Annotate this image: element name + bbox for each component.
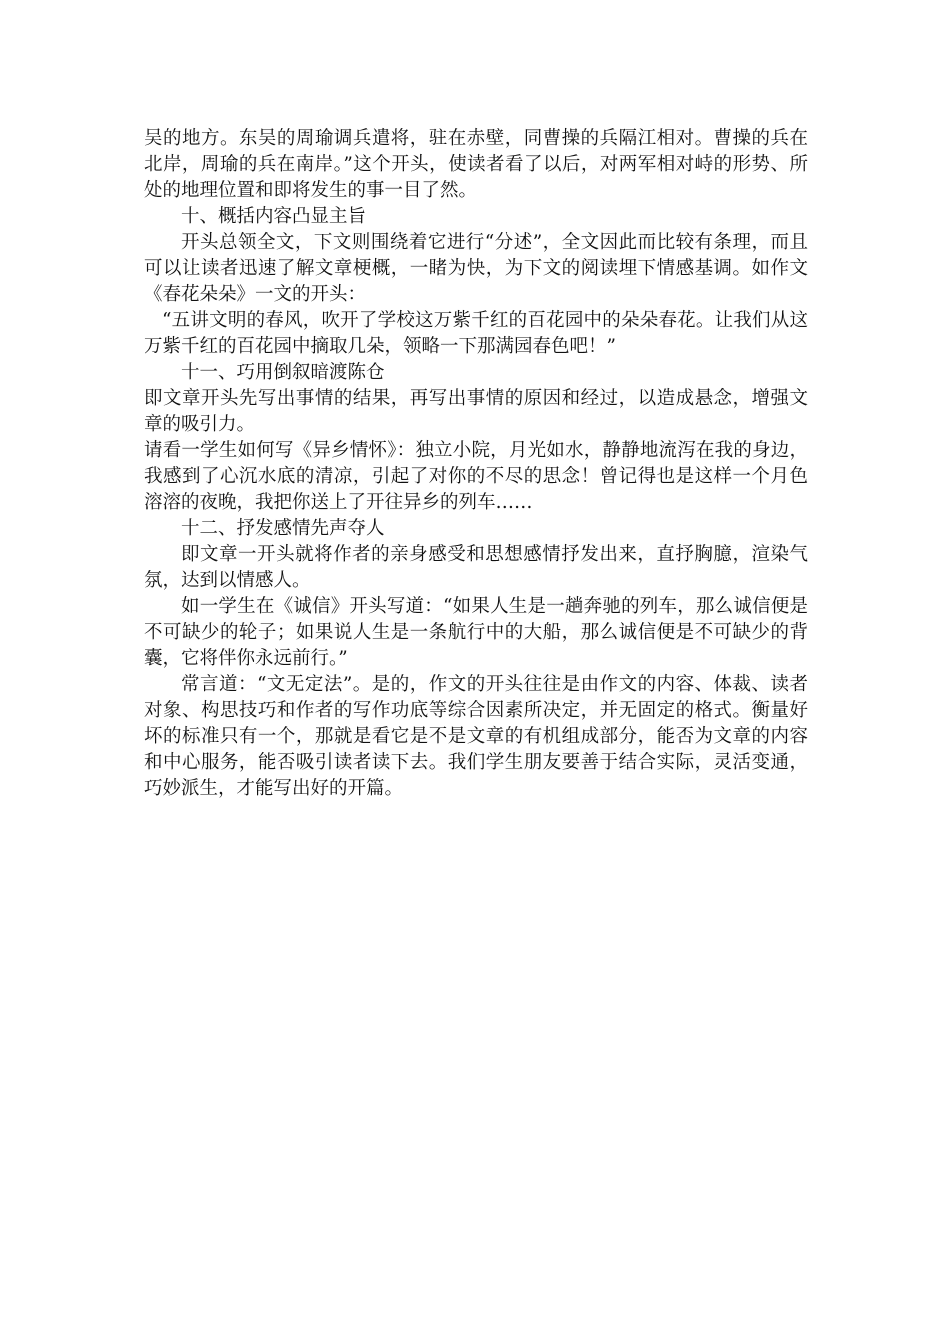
paragraph-continuation: 吴的地方。东吴的周瑜调兵遣将，驻在赤壁，同曹操的兵隔江相对。曹操的兵在北岸，周瑜的兵在南岸。”这个开头，使读者看了以后，对两军相对峙的形势、所处的地理位置和即将发生的事一目了然。 <box>144 128 808 201</box>
paragraph-section-10-quote: “五讲文明的春风，吹开了学校这万紫千红的百花园中的朵朵春花。让我们从这万紫千红的百花园中摘取几朵，领略一下那满园春色吧！” <box>144 310 808 357</box>
paragraph-section-10-body: 开头总领全文，下文则围绕着它进行“分述”，全文因此而比较有条理，而且可以让读者迅速了解文章梗概，一睹为快，为下文的阅读埋下情感基调。如作文《春花朵朵》一文的开头： <box>144 232 808 305</box>
section-heading-12: 十二、抒发感情先声夺人 <box>181 518 385 539</box>
document-body <box>144 126 808 802</box>
paragraph-section-12-example: 如一学生在《诚信》开头写道：“如果人生是一趟奔驰的列车，那么诚信便是不可缺少的轮子；如果说人生是一条航行中的大船，那么诚信便是不可缺少的背囊，它将伴你永远前行。” <box>144 596 808 669</box>
paragraph-section-11-body: 即文章开头先写出事情的结果，再写出事情的原因和经过，以造成悬念，增强文章的吸引力。 <box>144 388 808 435</box>
section-heading-11: 十一、巧用倒叙暗渡陈仓 <box>181 362 385 383</box>
paragraph-conclusion: 常言道：“文无定法”。是的，作文的开头往往是由作文的内容、体裁、读者对象、构思技巧和作者的写作功底等综合因素所决定，并无固定的格式。衡量好坏的标准只有一个，那就是看它是不是文章的有机组成部分，能否为文章的内容和中心服务，能否吸引读者读下去。我们学生朋友要善于结合实际，灵活变通，巧妙派生，才能写出好的开篇。 <box>144 674 808 799</box>
paragraph-section-11-example: 请看一学生如何写《异乡情怀》：独立小院，月光如水，静静地流泻在我的身边，我感到了心沉水底的清凉，引起了对你的不尽的思念！曾记得也是这样一个月色溶溶的夜晚，我把你送上了开往异乡的列车…… <box>144 440 808 513</box>
paragraph-section-12-body: 即文章一开头就将作者的亲身感受和思想感情抒发出来，直抒胸臆，渲染气氛，达到以情感人。 <box>144 544 808 591</box>
section-heading-10: 十、概括内容凸显主旨 <box>181 206 367 227</box>
